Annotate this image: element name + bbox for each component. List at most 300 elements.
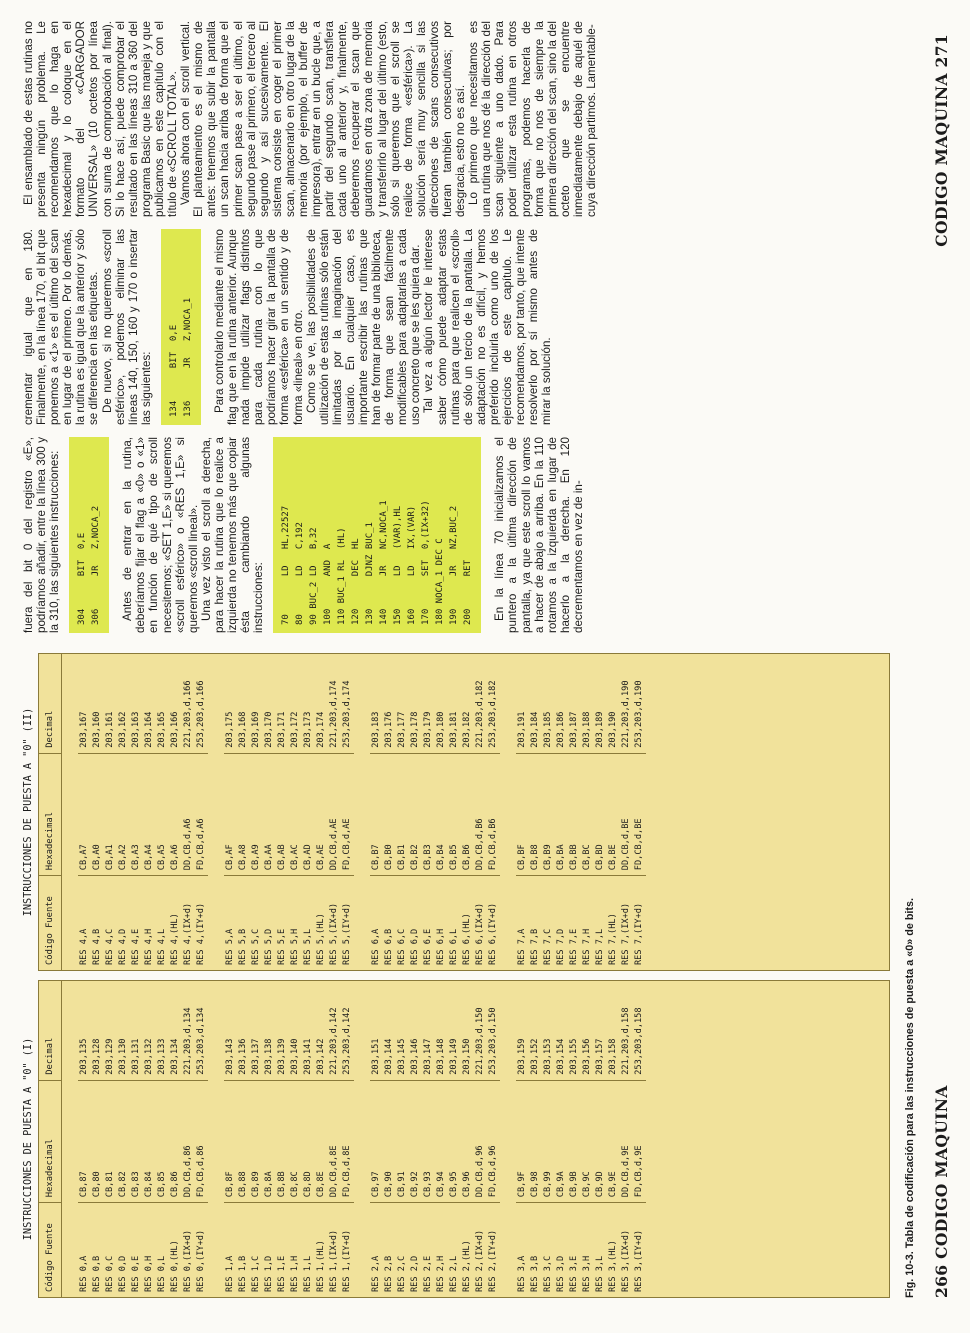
paragraph: fuera del bit 0 del registro «E», podríamos añadir, entre la línea 300 y la 310, las siguientes instrucciones: [22,437,62,633]
cell-hex: CB,96 [461,1080,474,1202]
table-title: INSTRUCCIONES DE PUESTA A "0" (I) [23,1037,34,1241]
cell-source: RES 0,(IY+d) [195,1202,208,1297]
table-row [195,981,208,1297]
cell-source: RES 3,B [529,1202,542,1297]
cell-decimal: 253,203,d,134 [196,1007,206,1075]
table-row [315,654,328,970]
cell-hex: CB,B0 [383,753,396,875]
cell-source: RES 5,E [276,875,289,970]
cell-hex: CB,9D [594,1080,607,1202]
cell-decimal: 253,203,d,182 [488,680,498,748]
cell-decimal: 203,135 [79,1038,89,1075]
table-row [224,654,237,970]
cell-decimal: 203,131 [131,1038,141,1075]
table-row [250,654,263,970]
table-row [633,654,646,970]
cell-hex: CB,A9 [250,753,263,875]
cell-hex: DD,CB,d,9E [620,1080,633,1202]
cell-source: RES 4,C [104,875,117,970]
code-line: 190 JR NZ,BUC_2 [449,505,460,625]
table-row [263,654,276,970]
code-line: 100 AND A [323,543,334,625]
table-row [182,654,195,970]
cell-source: RES 6,E [422,875,435,970]
cell-source: RES 6,B [383,875,396,970]
table-row [315,981,328,1297]
cell-decimal: 203,175 [225,711,235,748]
cell-hex: CB,A8 [237,753,250,875]
cell-decimal: 221,203,d,166 [183,680,193,748]
cell-hex: CB,B7 [370,753,383,875]
table-row [422,981,435,1297]
code-line: 90 BUC_2 LD B,32 [309,527,320,625]
paragraph: Lo primero que necesitamos es una rutina que nos dé la dirección del scan siguiente a uno dado. Para poder utilizar esta rutina en otros programas, podemos hacerla de forma que no nos de siempre la primera dirección del scan, sino la del octeto que se encuentre inmediatamente debajo de aquél de cuya dirección partimos. Lamentable- [467,21,599,217]
cell-source: RES 3,(IY+d) [633,1202,646,1297]
cell-source: RES 2,D [409,1202,422,1297]
cell-source: RES 3,A [516,1202,529,1297]
cell-hex: DD,CB,d,96 [474,1080,487,1202]
cell-decimal: 203,182 [462,711,472,748]
cell-hex: CB,86 [169,1080,182,1202]
paragraph: En la línea 70 inicializamos el puntero a la última dirección de pantalla, ya que este scroll lo vamos a hacer de abajo a arriba. En la 110 rotamos a la izquierda en lugar de hacerlo a la derecha. En 120 decrementamos en vez de in- [493,437,585,633]
table-rows [62,654,646,970]
cell-source: RES 4,(IY+d) [195,875,208,970]
cell-hex: CB,B8 [529,753,542,875]
cell-source: RES 7,(HL) [607,875,620,970]
code-line: 304 BIT 0,E [77,532,88,625]
cell-decimal: 253,203,d,150 [488,1007,498,1075]
header-source: Código Fuente [39,875,61,970]
cell-source: RES 0,D [117,1202,130,1297]
cell-source: RES 3,L [594,1202,607,1297]
table-row [516,981,529,1297]
cell-hex: CB,AD [302,753,315,875]
cell-hex: CB,83 [130,1080,143,1202]
cell-source: RES 0,L [156,1202,169,1297]
cell-decimal: 203,167 [79,711,89,748]
table-row [276,654,289,970]
group-spacer [354,981,370,1297]
cell-source: RES 1,(HL) [315,1202,328,1297]
cell-hex: CB,AA [263,753,276,875]
code-line: 136 JR Z,NOCA_1 [182,297,193,417]
table-row [250,981,263,1297]
code-line: 134 BIT 0,E [168,324,179,417]
table-row [263,981,276,1297]
cell-hex: CB,89 [250,1080,263,1202]
table-row [396,654,409,970]
cell-hex: CB,A3 [130,753,143,875]
cell-hex: CB,B4 [435,753,448,875]
cell-hex: CB,AC [289,753,302,875]
cell-decimal: 203,151 [371,1038,381,1075]
group-spacer [62,654,78,970]
cell-decimal: 203,160 [92,711,102,748]
cell-hex: CB,87 [78,1080,91,1202]
table-row [302,654,315,970]
text-column-1 [22,437,585,633]
reset-table-2 [20,653,890,971]
cell-source: RES 5,H [289,875,302,970]
code-line: 160 LD IX,(VAR) [407,505,418,625]
table-row [633,981,646,1297]
cell-hex: FD,CB,d,B6 [487,753,500,875]
cell-decimal: 203,166 [170,711,180,748]
table-row [409,654,422,970]
cell-decimal: 221,203,d,190 [621,680,631,748]
cell-decimal: 203,146 [410,1038,420,1075]
cell-decimal: 203,145 [397,1038,407,1075]
text-column-3 [22,21,598,217]
cell-decimal: 203,170 [264,711,274,748]
cell-decimal: 203,139 [277,1038,287,1075]
cell-decimal: 203,169 [251,711,261,748]
cell-hex: CB,84 [143,1080,156,1202]
table-row [169,654,182,970]
code-line: 80 LD C,192 [295,522,306,625]
table-row [78,654,91,970]
code-line: 180 NOCA_1 DEC C [435,538,446,625]
table-body [38,653,890,971]
table-row [156,981,169,1297]
cell-hex: CB,8E [315,1080,328,1202]
table-row [383,981,396,1297]
cell-decimal: 221,203,d,158 [621,1007,631,1075]
cell-source: RES 3,H [581,1202,594,1297]
cell-hex: DD,CB,d,A6 [182,753,195,875]
cell-hex: CB,B3 [422,753,435,875]
paragraph: Antes de entrar en la rutina, deberíamos fijar el flag a «0» o «1» en función de qué tipo de scroll necesitemos; «SET 1,E» si queremos «scroll esférico» o «RES 1,E» si queremos «scroll lineal». [121,437,200,633]
cell-decimal: 203,188 [582,711,592,748]
cell-source: RES 7,(IY+d) [633,875,646,970]
cell-hex: CB,AF [224,753,237,875]
cell-source: RES 6,H [435,875,448,970]
table-row [328,981,341,1297]
cell-decimal: 203,191 [517,711,527,748]
cell-hex: CB,BD [594,753,607,875]
cell-source: RES 7,A [516,875,529,970]
cell-source: RES 4,E [130,875,143,970]
code-block [161,229,201,425]
table-row [594,654,607,970]
cell-source: RES 1,A [224,1202,237,1297]
cell-hex: CB,A2 [117,753,130,875]
cell-source: RES 0,A [78,1202,91,1297]
cell-decimal: 253,203,d,158 [634,1007,644,1075]
cell-decimal: 203,177 [397,711,407,748]
cell-decimal: 203,172 [290,711,300,748]
table-row [396,981,409,1297]
cell-decimal: 253,203,d,166 [196,680,206,748]
cell-hex: CB,A5 [156,753,169,875]
cell-source: RES 1,E [276,1202,289,1297]
table-row [341,981,354,1297]
cell-source: RES 0,E [130,1202,143,1297]
cell-hex: CB,92 [409,1080,422,1202]
table-row [620,981,633,1297]
table-row [237,981,250,1297]
cell-source: RES 6,(HL) [461,875,474,970]
cell-decimal: 203,171 [277,711,287,748]
folio-left: 266 CODIGO MAQUINA [932,1085,951,1298]
table-row [607,654,620,970]
cell-decimal: 253,203,d,174 [342,680,352,748]
paragraph: Vamos ahora con el scroll vertical. El planteamiento es el mismo de antes: tenemos que subir la pantalla un scan hacia arriba de forma que el primer scan pase a ser el último, el segundo pase al primero, el tercero al segundo y así sucesivamente. El sistema consiste en coger el primer scan, almacenarlo en otro lugar de la memoria (por ejemplo, el buffer de impresora), entrar en un bucle que, a partir del segundo scan, transfiera cada uno al anterior y, finalmente, deberemos recuperar el scan que guardamos en otra zona de memoria y transferirlo al lugar del último (esto, sólo si queremos que el scroll se realice de forma «esférica»). La solución sería muy sencilla si las direcciones de scans consecutivos fueran también consecutivas; por desgracia, esto no es así. [179,21,468,217]
cell-source: RES 5,D [263,875,276,970]
cell-hex: CB,98 [529,1080,542,1202]
cell-hex: CB,95 [448,1080,461,1202]
cell-hex: CB,99 [542,1080,555,1202]
cell-source: RES 5,(HL) [315,875,328,970]
code-line: 120 DEC HL [351,538,362,625]
table-title: INSTRUCCIONES DE PUESTA A "0" (II) [23,707,34,917]
group-spacer [62,981,78,1297]
paragraph: Para controlarlo mediante el mismo flag que en la rutina anterior. Aunque nada impide utilizar flags distintos para cada rutina con lo que podríamos hacer girar la pantalla de forma «esférica» en un sentido y de forma «lineal» en otro. [212,229,305,425]
cell-source: RES 5,(IX+d) [328,875,341,970]
cell-source: RES 7,H [581,875,594,970]
code-line: 70 LD HL,22527 [281,505,292,625]
cell-source: RES 4,L [156,875,169,970]
cell-hex: FD,CB,d,8E [341,1080,354,1202]
cell-source: RES 1,L [302,1202,315,1297]
table-row [529,654,542,970]
cell-decimal: 221,203,d,174 [329,680,339,748]
table-row [104,981,117,1297]
cell-decimal: 203,155 [569,1038,579,1075]
cell-decimal: 203,132 [144,1038,154,1075]
paragraph: Como se ve, las posibilidades de utilización de estas rutinas sólo están limitadas por la imaginación del usuario. En cualquier caso, es importante escribir las rutinas que han de formar parte de una biblioteca, de forma que sean fácilmente modificables para adaptarlas a cada uso concreto que se les quiera dar. [304,229,423,425]
cell-decimal: 221,203,d,142 [329,1007,339,1075]
cell-hex: FD,CB,d,96 [487,1080,500,1202]
code-line: 200 RET [463,559,474,625]
cell-decimal: 203,187 [569,711,579,748]
cell-decimal: 203,174 [316,711,326,748]
cell-decimal: 203,161 [105,711,115,748]
cell-source: RES 1,D [263,1202,276,1297]
cell-source: RES 4,A [78,875,91,970]
reset-table-1 [20,980,890,1298]
group-spacer [208,981,224,1297]
cell-source: RES 7,L [594,875,607,970]
cell-decimal: 203,138 [264,1038,274,1075]
table-row [620,654,633,970]
cell-hex: FD,CB,d,BE [633,753,646,875]
folio-right: CODIGO MAQUINA 271 [932,34,951,247]
cell-source: RES 3,C [542,1202,555,1297]
table-row [448,654,461,970]
table-row [409,981,422,1297]
paragraph: De nuevo, si no queremos «scroll esférico», podemos eliminar las líneas 140, 150, 160 y 170 o insertar las siguientes: [100,229,153,425]
header-hex: Hexadecimal [39,1080,61,1202]
cell-hex: CB,B1 [396,753,409,875]
cell-decimal: 203,176 [384,711,394,748]
cell-decimal: 203,189 [595,711,605,748]
cell-hex: FD,CB,d,86 [195,1080,208,1202]
paragraph: crementar igual que en 180. Finalmente, en la línea 170, el bit que ponemos a «1» es el último del scan en lugar de el primero. Por lo demás, la rutina es igual que la anterior y sólo se diferencia en las etiquetas. [22,229,101,425]
table-rows [62,981,646,1297]
table-row [461,981,474,1297]
figure-caption: Fig. 10-3. Tabla de codificación para las instrucciones de puesta a «0» de bits. [904,897,916,1298]
opcode-tables [20,653,890,1298]
table-row [224,981,237,1297]
table-row [383,654,396,970]
table-row [461,654,474,970]
cell-hex: CB,85 [156,1080,169,1202]
code-line: 140 JR NC,NOCA_1 [379,500,390,625]
cell-source: RES 7,D [555,875,568,970]
cell-source: RES 4,D [117,875,130,970]
cell-source: RES 2,L [448,1202,461,1297]
cell-decimal: 203,190 [608,711,618,748]
table-row [568,981,581,1297]
table-row [104,654,117,970]
paragraph: Una vez visto el scroll a derecha, para hacer la rutina que lo realice a izquierda no tenemos más que copiar ésta cambiando algunas instrucciones: [199,437,266,633]
cell-source: RES 1,(IX+d) [328,1202,341,1297]
cell-hex: CB,AE [315,753,328,875]
cell-hex: CB,A1 [104,753,117,875]
cell-decimal: 203,130 [118,1038,128,1075]
cell-source: RES 5,C [250,875,263,970]
table-row [435,654,448,970]
cell-source: RES 1,B [237,1202,250,1297]
table-row [169,981,182,1297]
group-spacer [208,654,224,970]
cell-source: RES 7,B [529,875,542,970]
cell-decimal: 221,203,d,150 [475,1007,485,1075]
cell-decimal: 203,141 [303,1038,313,1075]
table-row [130,981,143,1297]
cell-hex: CB,9B [568,1080,581,1202]
table-row [78,981,91,1297]
cell-decimal: 203,180 [436,711,446,748]
cell-hex: CB,BB [568,753,581,875]
cell-hex: CB,88 [237,1080,250,1202]
table-row [594,981,607,1297]
table-row [130,654,143,970]
header-decimal: Decimal [45,1037,55,1075]
cell-hex: DD,CB,d,8E [328,1080,341,1202]
cell-decimal: 203,144 [384,1038,394,1075]
cell-source: RES 0,B [91,1202,104,1297]
cell-hex: CB,A4 [143,753,156,875]
cell-decimal: 203,140 [290,1038,300,1075]
cell-decimal: 203,148 [436,1038,446,1075]
table-row [302,981,315,1297]
cell-decimal: 203,185 [543,711,553,748]
cell-hex: CB,91 [396,1080,409,1202]
cell-hex: FD,CB,d,AE [341,753,354,875]
table-row [581,654,594,970]
cell-hex: CB,BE [607,753,620,875]
cell-source: RES 0,H [143,1202,156,1297]
cell-decimal: 203,149 [449,1038,459,1075]
cell-source: RES 3,E [568,1202,581,1297]
cell-source: RES 4,(IX+d) [182,875,195,970]
cell-hex: CB,8F [224,1080,237,1202]
cell-source: RES 5,B [237,875,250,970]
table-row [289,654,302,970]
code-line: 150 LD (VAR),HL [393,505,404,625]
cell-source: RES 4,H [143,875,156,970]
code-block [69,437,109,633]
cell-decimal: 203,150 [462,1038,472,1075]
cell-hex: FD,CB,d,A6 [195,753,208,875]
cell-source: RES 5,A [224,875,237,970]
cell-decimal: 253,203,d,190 [634,680,644,748]
cell-decimal: 221,203,d,182 [475,680,485,748]
code-block [273,437,481,633]
cell-source: RES 1,(IY+d) [341,1202,354,1297]
cell-decimal: 203,183 [371,711,381,748]
cell-source: RES 6,(IY+d) [487,875,500,970]
table-row [568,654,581,970]
cell-hex: CB,BF [516,753,529,875]
cell-decimal: 203,136 [238,1038,248,1075]
cell-source: RES 3,(IX+d) [620,1202,633,1297]
table-row [422,654,435,970]
group-spacer [500,981,516,1297]
table-body [38,980,890,1298]
cell-source: RES 2,A [370,1202,383,1297]
cell-hex: CB,97 [370,1080,383,1202]
cell-source: RES 3,(HL) [607,1202,620,1297]
cell-decimal: 203,143 [225,1038,235,1075]
cell-source: RES 2,(IY+d) [487,1202,500,1297]
table-row [474,654,487,970]
cell-decimal: 221,203,d,134 [183,1007,193,1075]
cell-source: RES 2,C [396,1202,409,1297]
table-row [370,981,383,1297]
cell-source: RES 2,(HL) [461,1202,474,1297]
table-row [542,981,555,1297]
table-row [91,981,104,1297]
table-row [195,654,208,970]
cell-decimal: 203,153 [543,1038,553,1075]
group-spacer [500,654,516,970]
cell-decimal: 203,128 [92,1038,102,1075]
text-column-2 [22,229,553,425]
cell-hex: CB,80 [91,1080,104,1202]
table-row [529,981,542,1297]
table-row [117,981,130,1297]
cell-hex: CB,9A [555,1080,568,1202]
paragraph: El ensamblado de estas rutinas no presenta ningún problema. Le recomendamos que lo haga en hexadecimal y lo coloque en el formato del «CARGADOR UNIVERSAL» (10 octetos por línea con suma de comprobación al final). Si lo hace así, puede comprobar el resultado en las líneas 310 a 360 del programa Basic que las maneja y que publicamos en este capítulo con el título de «SCROLL TOTAL». [22,21,180,217]
cell-hex: DD,CB,d,86 [182,1080,195,1202]
cell-source: RES 1,H [289,1202,302,1297]
table-row [487,981,500,1297]
table-row [143,654,156,970]
cell-hex: CB,9E [607,1080,620,1202]
table-row [555,981,568,1297]
cell-source: RES 2,(IX+d) [474,1202,487,1297]
cell-decimal: 203,154 [556,1038,566,1075]
cell-hex: CB,8D [302,1080,315,1202]
table-row [516,654,529,970]
cell-hex: CB,94 [435,1080,448,1202]
cell-source: RES 6,A [370,875,383,970]
table-row [555,654,568,970]
cell-hex: CB,B5 [448,753,461,875]
cell-decimal: 203,158 [608,1038,618,1075]
cell-source: RES 7,(IX+d) [620,875,633,970]
cell-source: RES 2,H [435,1202,448,1297]
cell-source: RES 6,L [448,875,461,970]
table-row [542,654,555,970]
cell-source: RES 0,C [104,1202,117,1297]
cell-decimal: 203,137 [251,1038,261,1075]
code-line: 306 JR Z,NOCA_2 [91,505,102,625]
cell-decimal: 203,133 [157,1038,167,1075]
